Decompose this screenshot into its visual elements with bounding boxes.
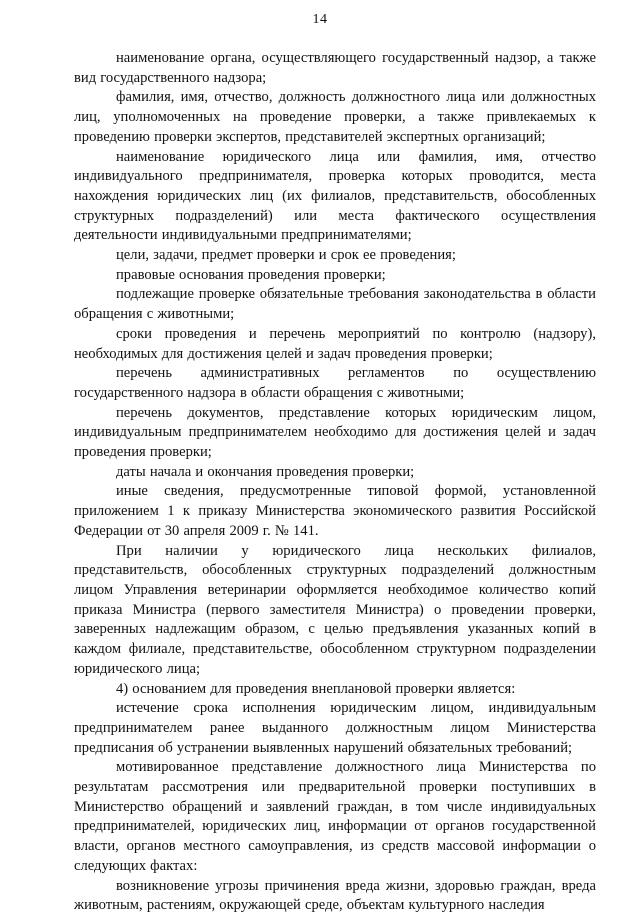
document-body xyxy=(74,49,596,916)
paragraph-body: перечень административных регламентов по осуществлению государственного надзора в области обращения с животными; xyxy=(74,365,596,401)
paragraph-body: подлежащие проверке обязательные требования законодательства в области обращения с животными; xyxy=(74,286,596,323)
paragraph-body: мотивированное представление должностного лица Министерства по результатам рассмотрения или предварительной проверки поступивших в Министерство обращений и заявлений граждан, в том числе индивидуальных предпринимателей, юридических лиц, информации от органов государственной власти, органов местного самоуправления, из средств массовой информации о следующих фактах: xyxy=(74,759,596,874)
paragraph-body: перечень документов, представление которых юридическим лицом, индивидуальным предпринимателем необходимо для достижения целей и задач проведения проверки; xyxy=(74,404,596,461)
paragraph-body: правовые основания проведения проверки; xyxy=(116,266,386,283)
paragraph-body: При наличии у юридического лица нескольких филиалов, представительств, обособленных структурных подразделений должностным лицом Управления ветеринарии оформляется необходимое количество копий приказа Министра (первого заместителя Министра) о проведении проверки, заверенных надлежащим образом, с целью предъявления указанных копий в каждом филиале, представительстве, обособленном структурном подразделении юридического лица; xyxy=(74,542,596,677)
paragraph-body: возникновение угрозы причинения вреда жизни, здоровью граждан, вреда животным, растениям, окружающей среде, объектам культурного наследия xyxy=(74,877,596,914)
page-number: 14 xyxy=(312,12,328,27)
paragraph-body: даты начала и окончания проведения проверки; xyxy=(116,463,415,480)
paragraph-body: наименование юридического лица или фамилия, имя, отчество индивидуального предпринимателя, проверка которых проводится, места нахождения юридических лиц (их филиалов, представительств, обособленных структурных подразделений) или места фактического осуществления деятельности индивидуальными предпринимателями; xyxy=(74,148,596,244)
paragraph-body: сроки проведения и перечень мероприятий по контролю (надзору), необходимых для достижения целей и задач проведения проверки; xyxy=(74,325,596,362)
paragraph-body: фамилия, имя, отчество, должность должностного лица или должностных лиц, уполномоченных на проведение проверки, а также привлекаемых к проведению проверки экспертов, представителей экспертных организаций; xyxy=(74,89,596,145)
paragraph-body: истечение срока исполнения юридическим лицом, индивидуальным предпринимателем ранее выданного должностным лицом Министерства предписания об устранении выявленных нарушений обязательных требований; xyxy=(74,700,596,756)
paragraph-body: цели, задачи, предмет проверки и срок ее проведения; xyxy=(116,247,456,264)
paragraph-body: иные сведения, предусмотренные типовой формой, установленной приложением 1 к приказу Министерства экономического развития Российской Федерации от 30 апреля 2009 г. № 141. xyxy=(74,483,596,539)
paragraph-body: 4) основанием для проведения внеплановой проверки является: xyxy=(116,680,516,697)
paragraph-body: наименование органа, осуществляющего государственный надзор, а также вид государственного надзора; xyxy=(74,50,596,86)
